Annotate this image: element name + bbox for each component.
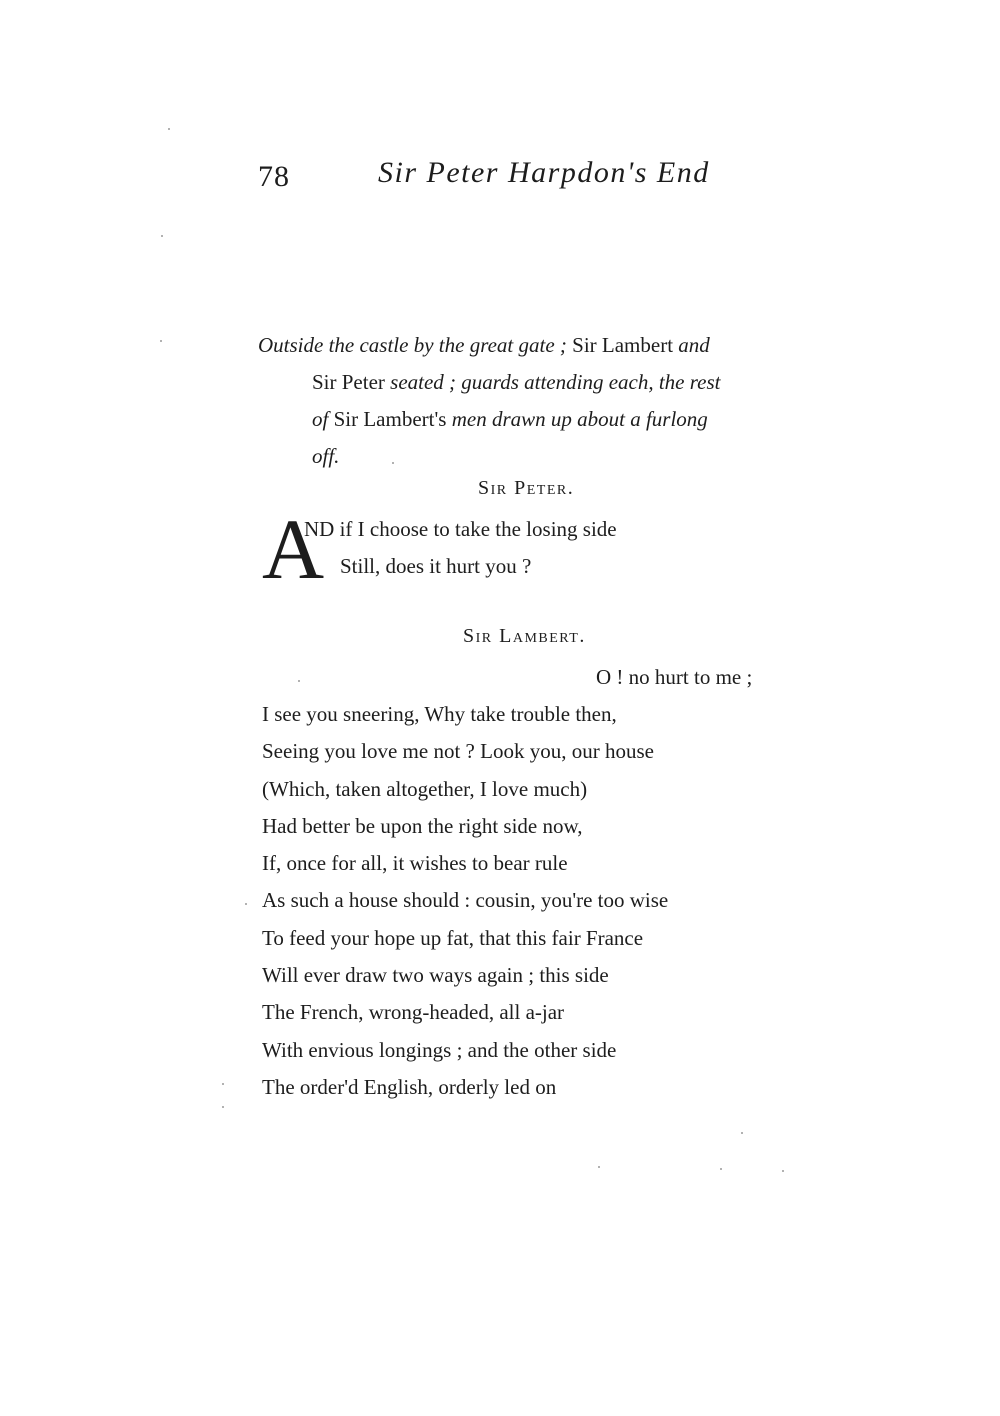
verse-line: With envious longings ; and the other side xyxy=(262,1037,617,1062)
verse-line: Had better be upon the right side now, xyxy=(262,813,583,838)
scan-speck xyxy=(161,235,163,237)
verse-line: Still, does it hurt you ? xyxy=(340,554,532,578)
stage-direction-italic: seated ; guards attending each, the rest xyxy=(390,370,721,394)
running-title: Sir Peter Harpdon's End xyxy=(378,156,710,189)
verse-line: Will ever draw two ways again ; this side xyxy=(262,963,609,988)
scan-speck xyxy=(720,1168,722,1170)
scan-speck xyxy=(782,1170,784,1172)
stage-direction-italic: off. xyxy=(312,444,340,468)
character-name: Sir Peter xyxy=(312,370,385,394)
verse-line: O ! no hurt to me ; xyxy=(596,665,753,689)
stage-direction-line-1 xyxy=(258,327,710,364)
stage-direction-italic: and xyxy=(678,333,710,357)
scan-speck xyxy=(245,903,247,905)
verse-line: I see you sneering, Why take trouble then, xyxy=(262,702,617,726)
page-number: 78 xyxy=(258,160,290,193)
scan-speck xyxy=(168,128,170,130)
verse-line: Seeing you love me not ? Look you, our house xyxy=(262,739,654,764)
verse-line: The French, wrong-headed, all a-jar xyxy=(262,1000,565,1025)
character-name: Sir Lambert xyxy=(572,333,674,357)
stage-direction-italic: men drawn up about a furlong xyxy=(451,407,708,431)
verse-line: (Which, taken altogether, I love much) xyxy=(262,776,588,801)
stage-direction-line-3 xyxy=(312,401,708,438)
speaker-heading-lambert: Sir Lambert. xyxy=(463,625,586,647)
verse-line: ND if I choose to take the losing side xyxy=(304,517,617,541)
verse-line: The order'd English, orderly led on xyxy=(262,1074,557,1099)
scan-speck xyxy=(298,680,300,682)
character-name: Sir Lambert's xyxy=(333,407,447,431)
verse-line: If, once for all, it wishes to bear rule xyxy=(262,851,568,876)
verse-line: As such a house should : cousin, you're too wise xyxy=(262,888,669,913)
scan-speck xyxy=(392,462,394,464)
stage-direction-italic: of xyxy=(312,407,329,431)
stage-direction-line-2 xyxy=(312,364,720,401)
speaker-heading-peter: Sir Peter. xyxy=(478,477,575,499)
verse-line: To feed your hope up fat, that this fair France xyxy=(262,925,644,950)
scan-speck xyxy=(598,1166,600,1168)
scan-speck xyxy=(222,1106,224,1108)
scan-speck xyxy=(222,1083,224,1085)
stage-direction-line-4 xyxy=(312,438,339,475)
verse-block xyxy=(262,696,668,1106)
scan-speck xyxy=(741,1132,743,1134)
scan-speck xyxy=(160,340,162,342)
drop-cap: A xyxy=(262,501,325,597)
stage-direction-italic: Outside the castle by the great gate ; xyxy=(258,333,567,357)
